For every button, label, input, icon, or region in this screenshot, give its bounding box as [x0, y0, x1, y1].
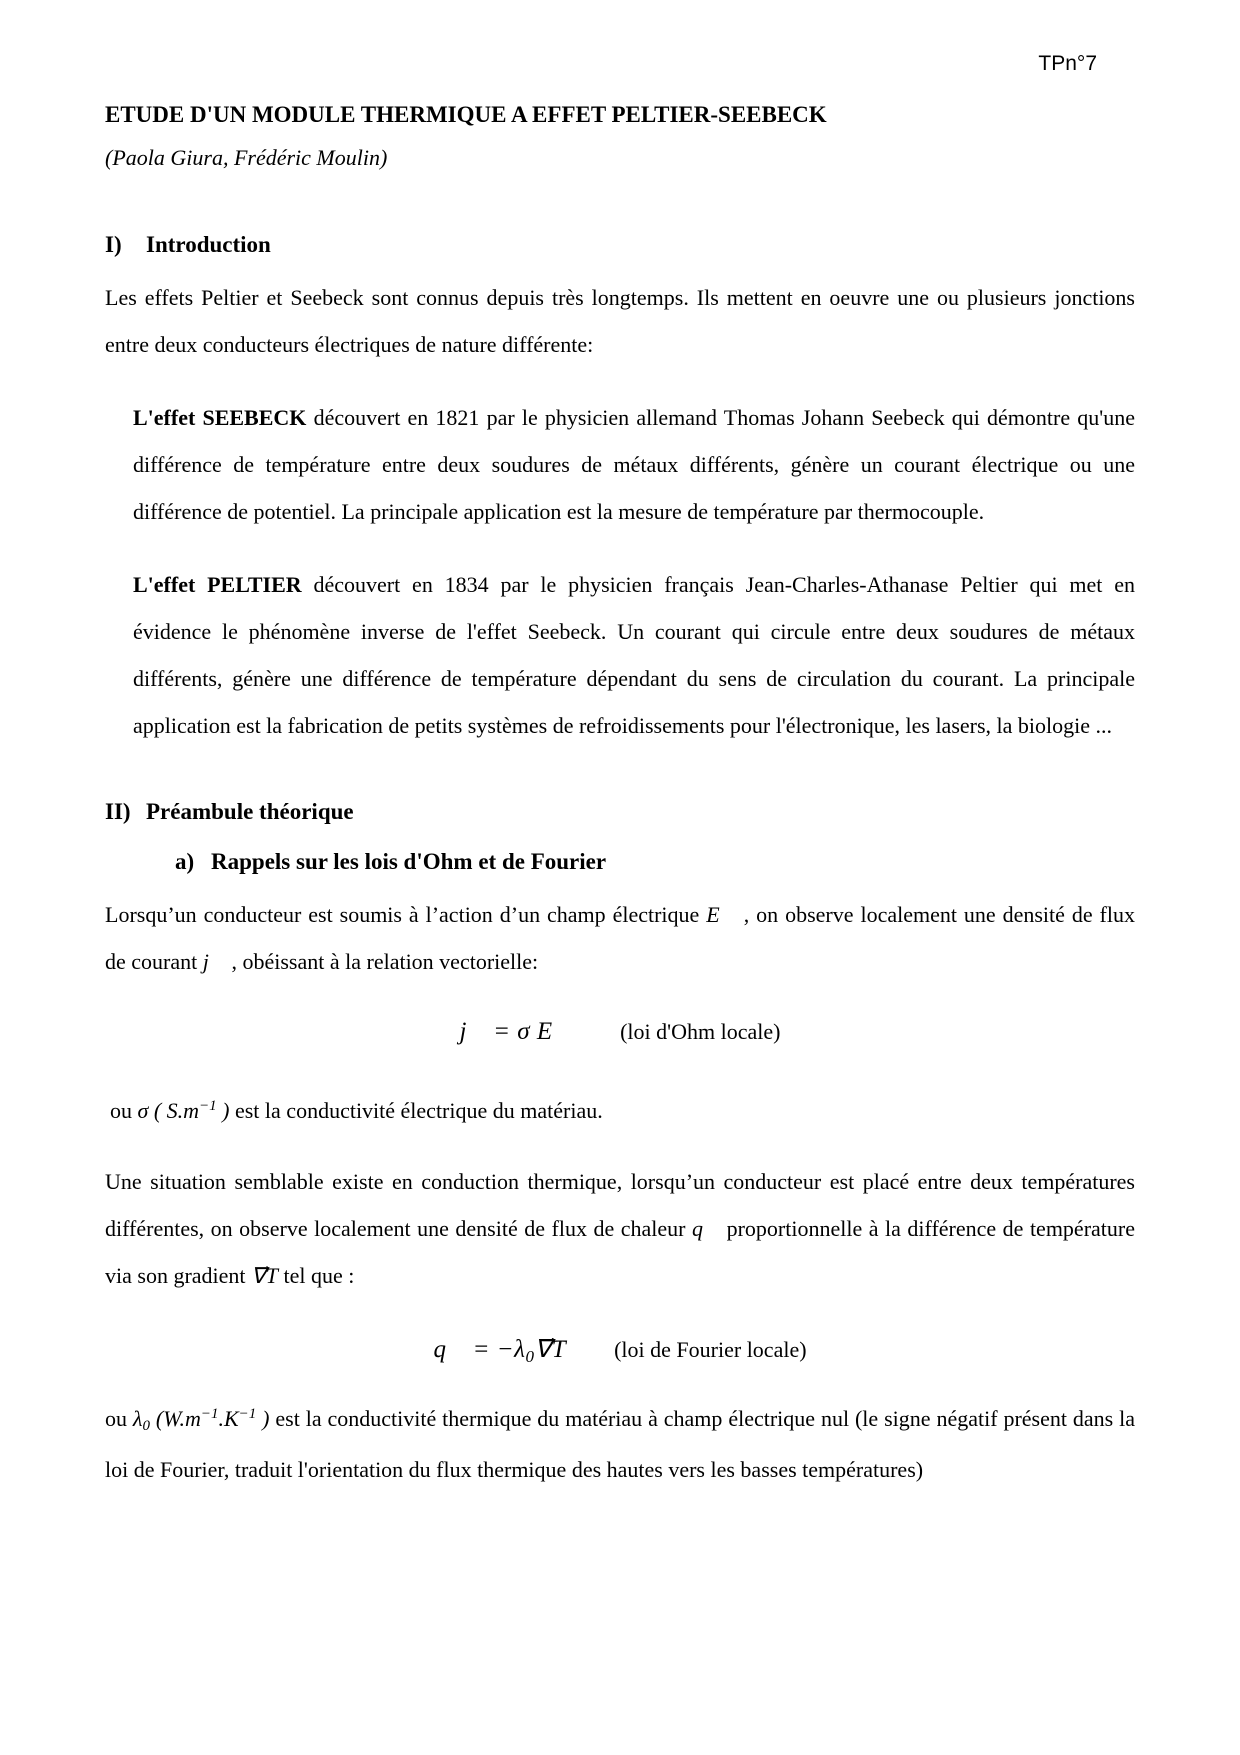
section-title: Introduction	[146, 232, 271, 257]
section-heading-preambule	[105, 797, 1135, 827]
page-header	[105, 52, 1135, 76]
paragraph-peltier: L'effet PELTIER découvert en 1834 par le physicien français Jean-Charles-Athanase Peltier qui met en évidence le phénomène inverse de l'effet Seebeck. Un courant qui circule entre deux soudures de métaux différents, génère une différence de température dépendant du sens de circulation du courant. La principale application est la fabrication de petits systèmes de refroidissements pour l'électronique, les lasers, la biologie ...	[133, 572, 1136, 738]
paragraph-sigma-definition: ou σ ( $S.m^{-1}$ ) est la conductivité électrique du matériau.	[110, 1097, 603, 1123]
section-title: Préambule théorique	[146, 799, 354, 824]
section-number: II)	[105, 799, 131, 824]
subsection-number: a)	[175, 849, 195, 874]
paragraph-intro: Les effets Peltier et Seebeck sont connus depuis très longtemps. Ils mettent en oeuvre une ou plusieurs jonctions entre deux conducteurs électriques de nature différente:	[105, 285, 1135, 357]
document-title: ETUDE D'UN MODULE THERMIQUE A EFFET PELTIER-SEEBECK	[105, 102, 827, 127]
subsection-title: Rappels sur les lois d'Ohm et de Fourier	[211, 849, 607, 874]
equation-ohm-label: (loi d'Ohm locale)	[620, 1019, 781, 1044]
equation-fourier-formula: q⃗ = $-\lambda_0\nabla⃗T$	[433, 1336, 567, 1367]
section-number: I)	[105, 232, 122, 257]
paragraph-ohm-intro: Lorsqu’un conducteur est soumis à l’action d’un champ électrique E⃗ , on observe localement une densité de flux de courant j⃗ , obéissant à la relation vectorielle:	[105, 902, 1135, 974]
equation-ohm	[105, 1015, 1135, 1049]
equation-fourier	[105, 1333, 1135, 1369]
paragraph-seebeck: L'effet SEEBECK découvert en 1821 par le physicien allemand Thomas Johann Seebeck qui démontre qu'une différence de température entre deux soudures de métaux différents, génère un courant électrique ou une différence de potentiel. La principale application est la mesure de température par thermocouple.	[133, 405, 1135, 524]
equation-ohm-formula: j⃗ = σ E⃗	[459, 1018, 573, 1045]
paragraph-lambda-definition: ou $\lambda_0$ ($W.m^{-1}.K^{-1}$ ) est la conductivité thermique du matériau à champ électrique nul (le signe négatif présent dans la loi de Fourier, traduit l'orientation du flux thermique des hautes vers les basses températures)	[105, 1405, 1136, 1482]
document-authors: (Paola Giura, Frédéric Moulin)	[105, 145, 388, 170]
subsection-heading-rappels	[175, 847, 1135, 877]
paragraph-fourier-intro: Une situation semblable existe en conduction thermique, lorsqu’un conducteur est placé entre deux températures différentes, on observe localement une densité de flux de chaleur q⃗ proportionnelle à la différence de température via son gradient ∇⃗T tel que :	[105, 1169, 1135, 1288]
section-heading-introduction	[105, 230, 1135, 260]
page-number-label: TPn°7	[1038, 52, 1097, 75]
equation-fourier-label: (loi de Fourier locale)	[614, 1337, 807, 1362]
